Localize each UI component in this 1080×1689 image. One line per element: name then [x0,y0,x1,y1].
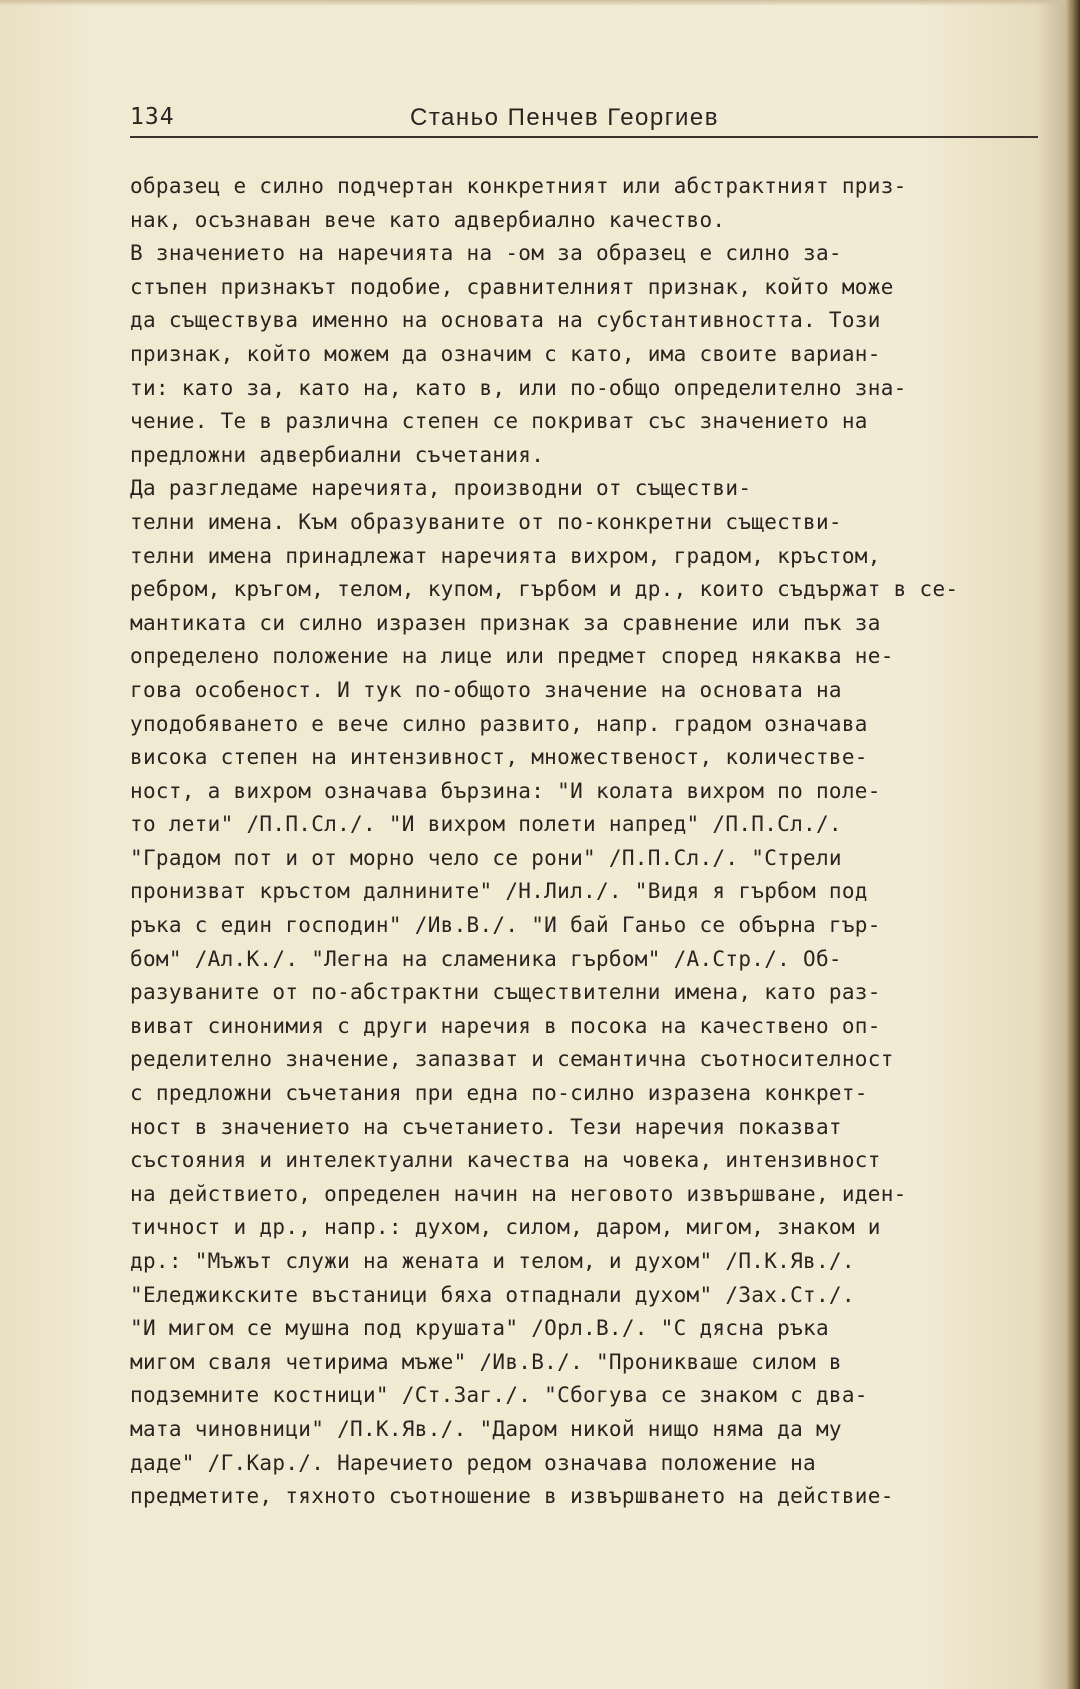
text-line: предложни адвербиални съчетания. [130,442,545,467]
text-line: ти: като за, като на, като в, или по-общо определително зна- [130,375,907,400]
text-line: Да разгледаме наречията, производни от съществи- [130,476,752,501]
text-line: чение. Те в различна степен се покриват със значението на [130,409,868,434]
text-line: с предложни съчетания при една по-силно изразена конкрет- [130,1081,868,1106]
body-text [130,170,1045,1514]
text-line: мантиката си силно изразен признак за сравнение или пък за [130,610,881,635]
text-line: В значението на наречията на -ом за образец е силно за- [130,241,842,266]
page-number: 134 [130,104,175,130]
text-line: тичност и др., напр.: духом, силом, даром, мигом, знаком и [130,1215,881,1240]
text-line: др.: "Мъжът служи на жената и телом, и духом" /П.К.Яв./. [130,1249,855,1273]
text-line: определено положение на лице или предмет според някаква не- [130,644,894,669]
text-line: бом" /Ал.К./. "Легна на сламеника гърбом" /А.Стр./. Об- [130,946,842,971]
text-line: ребром, кръгом, телом, купом, гърбом и др., които съдържат в се- [130,577,959,602]
text-line: състояния и интелектуални качества на човека, интензивност [130,1148,881,1173]
text-line: телни имена принадлежат наречията вихром, градом, кръстом, [130,543,881,568]
text-line: гова особеност. И тук по-общото значение на основата на [130,677,842,702]
text-line: да съществува именно на основата на субстантивността. Този [130,308,881,333]
text-line: ност в значението на съчетанието. Тези наречия показват [130,1114,842,1139]
text-line: нак, осъзнаван вече като адвербиално качество. [130,207,726,232]
text-line: ределително значение, запазват и семантична съотносителност [130,1047,894,1072]
text-line: подземните костници" /Ст.Заг./. "Сбогува се знаком с два- [130,1383,868,1408]
text-line: "Градом пот и от морно чело се рони" /П.П.Сл./. "Стрели [130,845,842,870]
text-line: то лети" /П.П.Сл./. "И вихром полети напред" /П.П.Сл./. [130,812,842,837]
text-line: признак, който можем да означим с като, има своите вариан- [130,341,881,366]
text-line: стъпен признакът подобие, сравнителният признак, който може [130,274,894,299]
text-line: уподобяването е вече силно развито, напр. градом означава [130,711,868,736]
page-top-edge [0,0,1080,6]
text-line: разуваните от по-абстрактни съществителни имена, като раз- [130,980,881,1005]
text-line: даде" /Г.Кар./. Наречието редом означава положение на [130,1450,816,1475]
text-line: телни имена. Към образуваните от по-конкретни съществи- [130,509,842,534]
text-line: "И мигом се мушна под крушата" /Орл.В./. "С дясна ръка [130,1316,829,1341]
text-line: ръка с един господин" /Ив.В./. "И бай Ганьо се обърна гър- [130,913,881,938]
page-header [130,104,1038,138]
text-line: предметите, тяхното съотношение в извършването на действие- [130,1484,894,1509]
text-line: мигом сваля четирима мъже" /Ив.В./. "Проникваше силом в [130,1349,842,1374]
text-line: ност, а вихром означава бързина: "И колата вихром по поле- [130,778,881,803]
text-line: на действието, определен начин на неговото извършване, иден- [130,1181,907,1206]
text-line: виват синонимия с други наречия в посока на качествено оп- [130,1013,881,1038]
text-line: висока степен на интензивност, множественост, количестве- [130,745,868,770]
text-line: мата чиновници" /П.К.Яв./. "Даром никой нищо няма да му [130,1416,842,1441]
text-line: "Еледжикските въстаници бяха отпаднали духом" /Зах.Ст./. [130,1282,855,1307]
page-binding-edge [1066,0,1080,1689]
running-head: Станьо Пенчев Георгиев [410,104,719,131]
text-line: образец е силно подчертан конкретният или абстрактният приз- [130,174,907,198]
text-line: пронизват кръстом далнините" /Н.Лил./. "Видя я гърбом под [130,879,868,904]
